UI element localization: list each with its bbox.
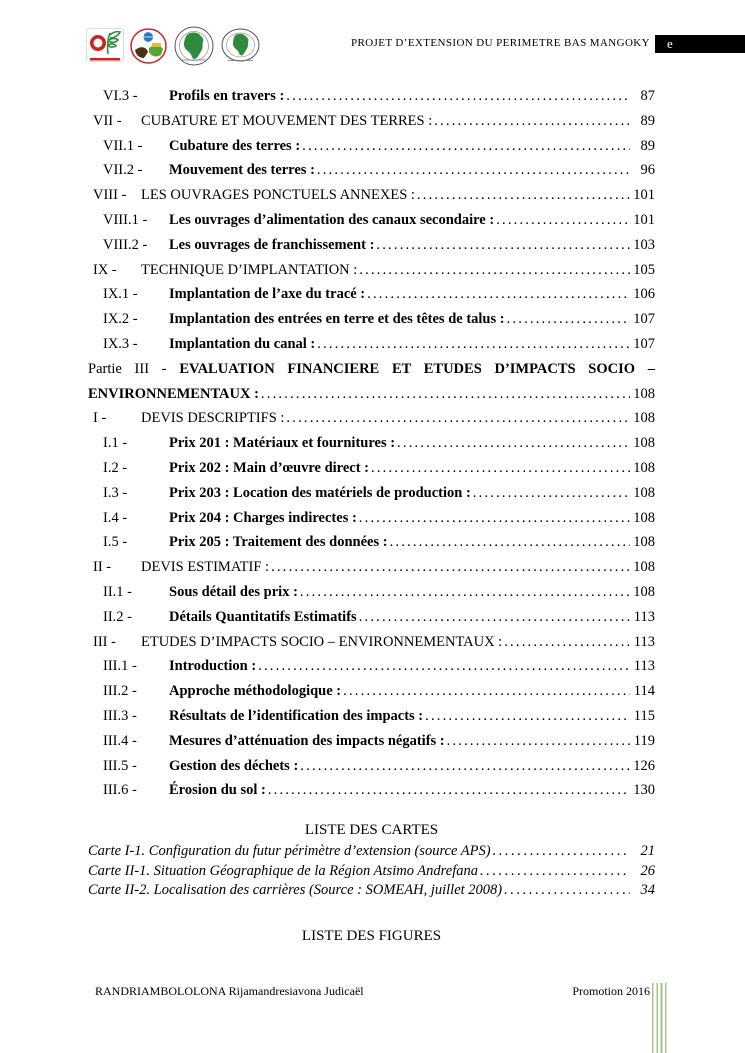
dot-leader (417, 183, 630, 208)
carte-entry (88, 842, 655, 861)
toc-entry (103, 754, 655, 779)
toc-page-number: 105 (633, 261, 655, 278)
toc-page-number: 113 (633, 608, 655, 625)
toc-entry-title: Introduction : (169, 658, 257, 675)
toc-entry (103, 158, 655, 183)
toc-entry (93, 258, 655, 283)
dot-leader (504, 881, 630, 900)
toc-entry-title: Érosion du sol : (169, 782, 266, 799)
dot-leader (300, 580, 630, 605)
dot-leader (507, 307, 630, 332)
toc-entry (103, 580, 655, 605)
toc-entry (103, 506, 655, 531)
dot-leader (268, 778, 630, 803)
dot-leader (367, 282, 630, 307)
dot-leader (397, 431, 630, 456)
carte-entry-label: Carte II-2. Localisation des carrières (Source : SOMEAH, juillet 2008) (88, 881, 503, 898)
toc-page-number: 108 (633, 509, 655, 526)
page-corner-tab: e (655, 35, 745, 53)
university-emblem-logo-icon (86, 28, 124, 65)
toc-entry-title: TECHNIQUE D’IMPLANTATION : (141, 261, 358, 278)
toc-entry-number: III.4 - (103, 732, 137, 749)
toc-page-number: 113 (633, 633, 655, 650)
toc-entry-number: VI.3 - (103, 88, 138, 104)
toc-entry-title: Mouvement des terres : (169, 162, 315, 179)
toc-entry (88, 357, 655, 382)
toc-entry-title: Prix 204 : Charges indirectes : (169, 509, 357, 526)
toc-entry-number: III - (93, 633, 116, 650)
figures-heading: LISTE DES FIGURES (301, 928, 442, 945)
toc-entry-number: II.2 - (103, 608, 132, 625)
dot-leader (390, 530, 630, 555)
toc-entry-title: DEVIS DESCRIPTIFS : (141, 410, 285, 427)
toc-entry-title: Implantation du canal : (169, 335, 316, 352)
toc-page-number: 108 (633, 534, 655, 551)
toc-page-number: 108 (633, 484, 655, 501)
toc-entry-title: Sous détail des prix : (169, 583, 298, 600)
toc-entry (103, 679, 655, 704)
toc-entry-number: II.1 - (103, 583, 132, 600)
toc-page-number: 113 (633, 658, 655, 675)
toc-entry-number: IX.1 - (103, 286, 138, 303)
afdb-circle-logo-icon (173, 26, 215, 66)
carte-entry (88, 881, 655, 900)
toc-page-number: 106 (633, 286, 655, 303)
toc-page-number: 115 (633, 707, 655, 724)
toc-entry-title: Cubature des terres : (169, 137, 301, 154)
toc-entry (103, 332, 655, 357)
toc-entry-number: I.1 - (103, 435, 128, 452)
toc-entry-number: III.2 - (103, 683, 137, 700)
toc-page-number: 108 (633, 435, 655, 452)
toc-page-number: 103 (633, 236, 655, 253)
dot-leader (300, 754, 630, 779)
toc-entry (103, 134, 655, 159)
toc-entry-title: EVALUATION FINANCIERE ET ETUDES D’IMPACTS SOCIO – (179, 360, 656, 377)
toc-entry-title: Implantation des entrées en terre et des têtes de talus : (169, 311, 505, 328)
toc-page-number: 89 (640, 137, 655, 154)
toc-page-number: 107 (633, 311, 655, 328)
toc-page-number: 89 (640, 112, 655, 129)
toc-entry-number: III.5 - (103, 757, 137, 774)
toc-entry (103, 605, 655, 630)
toc-entry-title: Prix 201 : Matériaux et fournitures : (169, 435, 396, 452)
page-footer (95, 984, 650, 999)
carte-entry-label: Carte I-1. Configuration du futur périmètre d’extension (source APS) (88, 843, 491, 860)
toc-entry (103, 233, 655, 258)
toc-entry-number: Partie III - (88, 360, 167, 377)
dot-leader (473, 481, 630, 506)
toc-entry-title: Implantation de l’axe du tracé : (169, 286, 366, 303)
toc-entry (93, 109, 655, 134)
toc-entry-number: VII.2 - (103, 162, 143, 179)
toc-page-number: 108 (633, 583, 655, 600)
dot-leader (317, 332, 630, 357)
toc-entry-number: VIII.1 - (103, 211, 148, 228)
toc-page-number: 107 (633, 335, 655, 352)
dot-leader (258, 654, 630, 679)
toc-entry (103, 431, 655, 456)
toc-entry-number: III.6 - (103, 782, 137, 799)
header-logos (86, 26, 260, 66)
carte-page-number: 26 (640, 862, 655, 879)
toc-entry-title: Gestion des déchets : (169, 757, 299, 774)
dot-leader (271, 555, 630, 580)
dot-leader (286, 406, 630, 431)
carte-page-number: 34 (640, 881, 655, 898)
footer-author: RANDRIAMBOLOLONA Rijamandresiavona Judicaël (95, 984, 364, 998)
toc-entry-title: Les ouvrages d’alimentation des canaux secondaire : (169, 211, 495, 228)
toc-entry-title: Approche méthodologique : (169, 683, 342, 700)
toc-entry-number: I.5 - (103, 534, 128, 551)
carte-page-number: 21 (640, 843, 655, 860)
dot-leader (447, 729, 630, 754)
dot-leader (376, 233, 630, 258)
dot-leader (480, 862, 630, 881)
toc-entry-title: ENVIRONNEMENTAUX : (88, 385, 259, 402)
document-header-title: PROJET D’EXTENSION DU PERIMETRE BAS MANGOKY (350, 37, 650, 49)
dot-leader (261, 382, 630, 407)
toc-entry-title: LES OUVRAGES PONCTUELS ANNEXES : (141, 187, 415, 204)
toc-page-number: 87 (640, 88, 655, 104)
toc-entry (103, 84, 655, 109)
toc-entry (93, 406, 655, 431)
binding-stripes-decoration (652, 983, 669, 1053)
toc-entry (103, 729, 655, 754)
toc-entry (103, 530, 655, 555)
toc-entry (103, 704, 655, 729)
toc-entry (93, 630, 655, 655)
cartes-heading: LISTE DES CARTES (304, 822, 439, 839)
dot-leader (286, 84, 630, 109)
toc-entry (103, 654, 655, 679)
dot-leader (302, 134, 630, 159)
dot-leader (434, 109, 630, 134)
toc-entry-title: Résultats de l’identification des impacts : (169, 707, 424, 724)
toc-page-number: 96 (640, 162, 655, 179)
dot-leader (317, 158, 630, 183)
toc-entry-title: Mesures d’atténuation des impacts négatifs : (169, 732, 445, 749)
toc-entry-number: VII - (93, 112, 122, 129)
dot-leader (425, 704, 630, 729)
dot-leader (493, 842, 630, 861)
toc-page-number: 108 (633, 385, 655, 402)
cartes-list (88, 842, 655, 900)
carte-entry-label: Carte II-1. Situation Géographique de la Région Atsimo Andrefana (88, 862, 478, 879)
toc-entry-title: Détails Quantitatifs Estimatifs (169, 608, 357, 625)
toc-entry-number: III.1 - (103, 658, 137, 675)
toc-entry-number: VIII.2 - (103, 236, 148, 253)
afdb-oval-logo-icon (221, 28, 260, 64)
toc-entry-number: I.4 - (103, 509, 128, 526)
carte-entry (88, 862, 655, 881)
toc-entry-number: IX.2 - (103, 311, 138, 328)
toc-entry-title: ETUDES D’IMPACTS SOCIO – ENVIRONNEMENTAUX : (141, 633, 503, 650)
toc-page-number: 126 (633, 757, 655, 774)
toc-page-number: 101 (633, 211, 655, 228)
toc-page-number: 108 (633, 559, 655, 576)
toc-page-number: 108 (633, 410, 655, 427)
toc-entry-number: IX.3 - (103, 335, 138, 352)
toc-entry-number: II - (93, 559, 112, 576)
dot-leader (359, 258, 630, 283)
toc-entry-number: VIII - (93, 187, 127, 204)
toc-entry-continuation (88, 382, 655, 407)
toc-entry (103, 307, 655, 332)
toc-entry-title: Profils en travers : (169, 88, 285, 104)
toc-page-number: 101 (633, 187, 655, 204)
toc-entry-number: III.3 - (103, 707, 137, 724)
toc-entry (93, 555, 655, 580)
toc-page-number: 114 (633, 683, 655, 700)
toc-entry (103, 208, 655, 233)
table-of-contents (88, 84, 655, 803)
toc-entry (93, 183, 655, 208)
toc-page-number: 108 (633, 459, 655, 476)
dot-leader (496, 208, 630, 233)
footer-promotion: Promotion 2016 (572, 984, 650, 998)
dot-leader (343, 679, 630, 704)
toc-page-number: 119 (633, 732, 655, 749)
toc-entry-title: Prix 202 : Main d’œuvre direct : (169, 459, 370, 476)
dot-leader (371, 456, 630, 481)
toc-entry-number: I.3 - (103, 484, 128, 501)
toc-entry-title: Prix 205 : Traitement des données : (169, 534, 388, 551)
toc-page-number: 130 (633, 782, 655, 799)
toc-entry (103, 778, 655, 803)
dot-leader (359, 506, 630, 531)
toc-entry (103, 456, 655, 481)
toc-entry-number: IX - (93, 261, 117, 278)
dot-leader (504, 630, 630, 655)
toc-entry (103, 282, 655, 307)
toc-entry (103, 481, 655, 506)
toc-entry-title: Prix 203 : Location des matériels de production : (169, 484, 471, 501)
ministry-seal-logo-icon (130, 28, 167, 64)
toc-entry-title: DEVIS ESTIMATIF : (141, 559, 270, 576)
dot-leader (359, 605, 630, 630)
toc-entry-title: CUBATURE ET MOUVEMENT DES TERRES : (141, 112, 433, 129)
toc-entry-number: VII.1 - (103, 137, 143, 154)
toc-entry-title: Les ouvrages de franchissement : (169, 236, 375, 253)
toc-entry-number: I - (93, 410, 107, 427)
toc-entry-number: I.2 - (103, 459, 128, 476)
page-content (88, 84, 655, 946)
